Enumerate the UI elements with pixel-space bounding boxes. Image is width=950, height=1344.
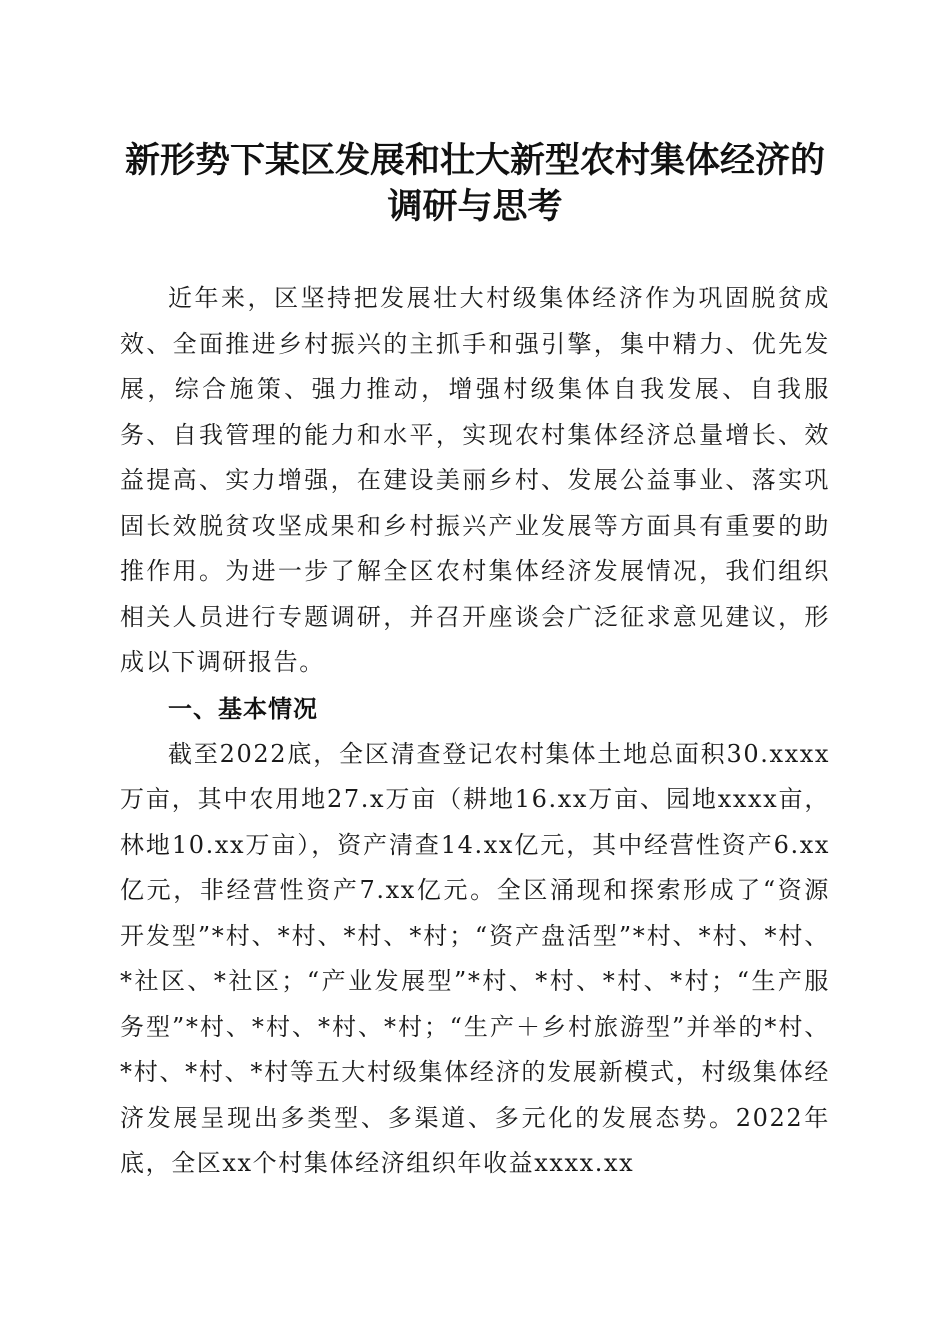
basic-situation-paragraph: 截至2022底，全区清查登记农村集体土地总面积30.xxxx万亩，其中农用地27.x万亩（耕地16.xx万亩、园地xxxx亩，林地10.xx万亩），资产清查14.xx亿元，其中经营性资产6.xx亿元，非经营性资产7.xx亿元。全区涌现和探索形成了“资源开发型”*村、*村、*村、*村；“资产盘活型”*村、*村、*村、*社区、*社区；“产业发展型”*村、*村、*村、*村；“生产服务型”*村、*村、*村、*村；“生产＋乡村旅游型”并举的*村、*村、*村、*村等五大村级集体经济的发展新模式，村级集体经济发展呈现出多类型、多渠道、多元化的发展态势。2022年底，全区xx个村集体经济组织年收益xxxx.xx xyxy=(120,739,830,1177)
document-body xyxy=(120,276,830,1187)
intro-paragraph: 近年来，区坚持把发展壮大村级集体经济作为巩固脱贫成效、全面推进乡村振兴的主抓手和强引擎，集中精力、优先发展，综合施策、强力推动，增强村级集体自我发展、自我服务、自我管理的能力和水平，实现农村集体经济总量增长、效益提高、实力增强，在建设美丽乡村、发展公益事业、落实巩固长效脱贫攻坚成果和乡村振兴产业发展等方面具有重要的助推作用。为进一步了解全区农村集体经济发展情况，我们组织相关人员进行专题调研，并召开座谈会广泛征求意见建议，形成以下调研报告。 xyxy=(120,284,830,676)
document-title-line-2: 调研与思考 xyxy=(387,187,563,227)
section-heading-basic-situation: 一、基本情况 xyxy=(168,694,318,723)
document-title-line-1: 新形势下某区发展和壮大新型农村集体经济的 xyxy=(124,141,825,181)
